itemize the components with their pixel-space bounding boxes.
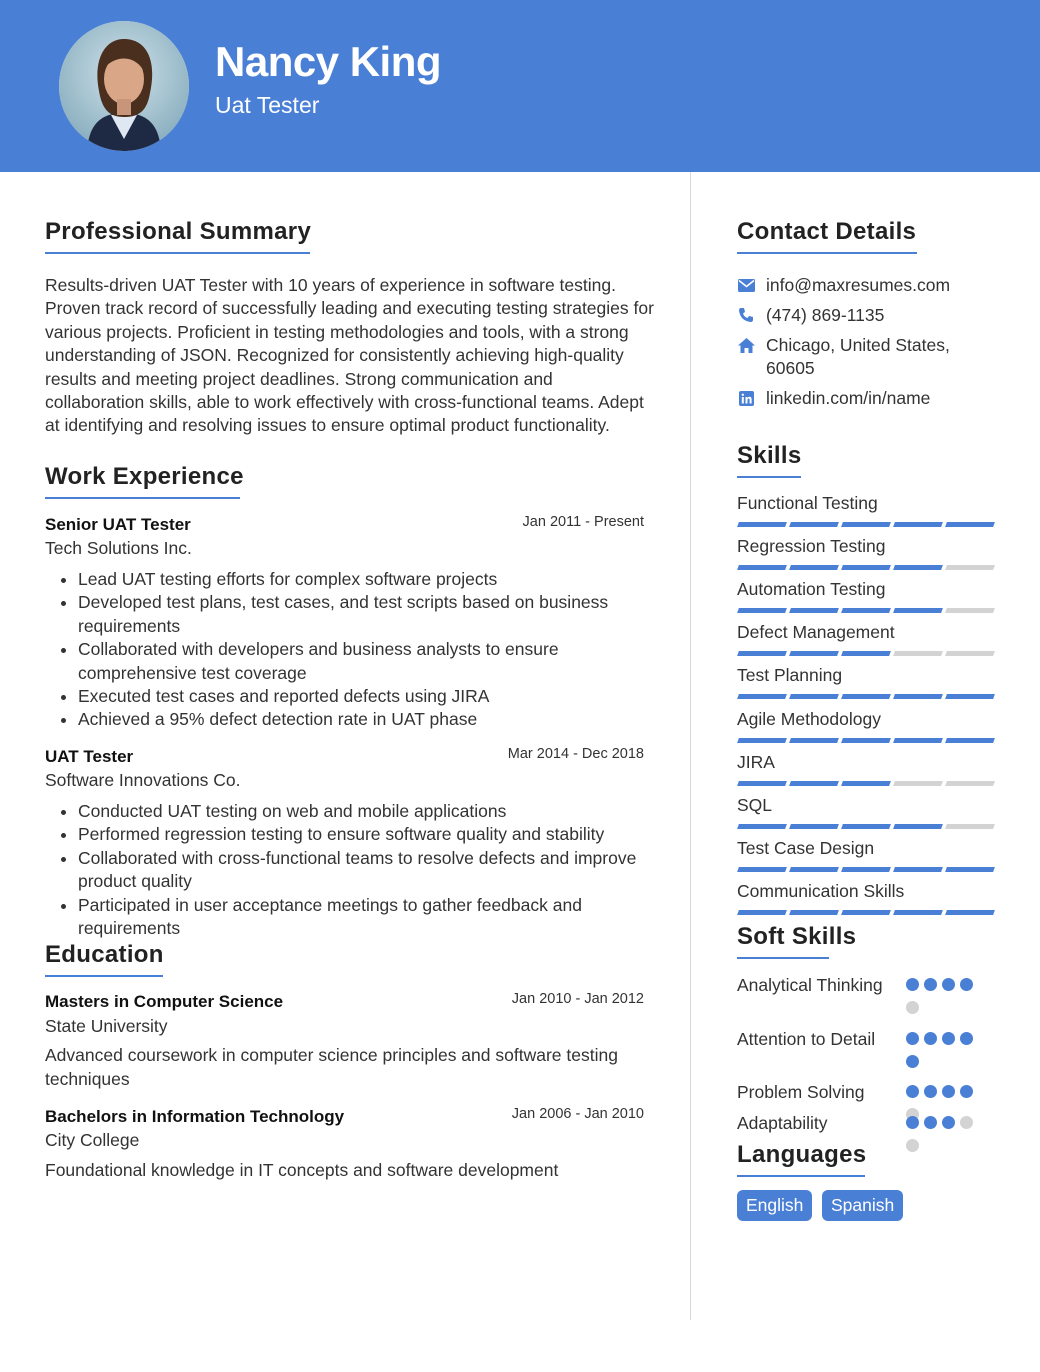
job-title: UAT Tester <box>45 747 134 766</box>
candidate-name: Nancy King <box>215 38 442 85</box>
rating-dot-empty <box>906 1001 919 1014</box>
rating-dot-filled <box>942 1085 955 1098</box>
skill-segment-filled <box>841 824 891 829</box>
skill-segment-filled <box>893 824 943 829</box>
education-school: City College <box>45 1130 140 1150</box>
skill-segment-filled <box>789 781 839 786</box>
job-bullet: • Participated in user acceptance meetings to gather feedback and requirements <box>78 894 668 941</box>
job-bullet: • Lead UAT testing efforts for complex software projects <box>78 568 668 591</box>
skill-name: Defect Management <box>737 622 895 642</box>
skill-segment-filled <box>789 824 839 829</box>
skill-segment-empty <box>893 651 943 656</box>
home-icon <box>737 336 755 354</box>
rating-dot-filled <box>924 978 937 991</box>
job-company: Tech Solutions Inc. <box>45 538 192 558</box>
skill-segment-filled <box>737 565 787 570</box>
skill-segment-filled <box>737 608 787 613</box>
column-divider <box>690 172 691 1320</box>
languages-underline <box>737 1175 865 1177</box>
rating-dot-empty <box>960 1116 973 1129</box>
education-description: Foundational knowledge in IT concepts and software development <box>45 1160 559 1180</box>
skill-name: Test Case Design <box>737 838 875 858</box>
skill-level-bar <box>738 608 998 613</box>
skill-segment-empty <box>893 781 943 786</box>
rating-dot-filled <box>924 1032 937 1045</box>
skill-segment-filled <box>737 910 787 915</box>
skill-segment-empty <box>945 565 995 570</box>
education-description: Advanced coursework in computer science principles and software testing techniques <box>45 1045 618 1089</box>
education-heading: Education <box>45 941 164 968</box>
skill-name: Test Planning <box>737 665 843 685</box>
education-degree: Bachelors in Information Technology <box>45 1107 345 1126</box>
job-bullet: • Achieved a 95% defect detection rate in UAT phase <box>78 708 668 731</box>
skill-level-bar <box>738 694 998 699</box>
contact-linkedin[interactable] <box>737 387 930 410</box>
skill-segment-filled <box>789 522 839 527</box>
job-title: Senior UAT Tester <box>45 515 191 534</box>
job-bullet: • Collaborated with developers and business analysts to ensure comprehensive test coverage <box>78 638 668 685</box>
skill-level-bar <box>738 522 998 527</box>
education-school: State University <box>45 1016 168 1036</box>
contact-email-text: info@maxresumes.com <box>766 275 951 295</box>
profile-photo <box>59 21 189 151</box>
soft-skill-name: Problem Solving <box>737 1082 865 1102</box>
rating-dot-filled <box>960 1032 973 1045</box>
skill-segment-filled <box>789 608 839 613</box>
rating-dot-empty <box>906 1139 919 1152</box>
skill-segment-filled <box>893 694 943 699</box>
skill-segment-filled <box>945 738 995 743</box>
skill-segment-filled <box>841 651 891 656</box>
job-bullet: • Developed test plans, test cases, and test scripts based on business requirements <box>78 591 668 638</box>
skill-segment-filled <box>789 867 839 872</box>
education-date: Jan 2006 - Jan 2010 <box>511 1106 644 1122</box>
skill-name: Automation Testing <box>737 579 886 599</box>
skill-segment-filled <box>945 867 995 872</box>
job-bullets <box>58 800 668 940</box>
skill-segment-filled <box>789 694 839 699</box>
envelope-icon <box>737 276 755 294</box>
candidate-role: Uat Tester <box>215 92 320 118</box>
job-company: Software Innovations Co. <box>45 770 241 790</box>
summary-underline <box>45 252 310 254</box>
linkedin-icon <box>737 389 755 407</box>
soft-skills-underline <box>737 957 829 959</box>
experience-heading: Work Experience <box>45 463 244 490</box>
skill-segment-filled <box>893 608 943 613</box>
skill-name: Regression Testing <box>737 536 886 556</box>
skill-level-bar <box>738 651 998 656</box>
skill-level-bar <box>738 565 998 570</box>
skill-level-bar <box>738 867 998 872</box>
skill-level-bar <box>738 738 998 743</box>
rating-dot-filled <box>942 978 955 991</box>
skill-segment-filled <box>893 565 943 570</box>
rating-dot-filled <box>906 1116 919 1129</box>
rating-dot-filled <box>960 978 973 991</box>
contact-email[interactable] <box>737 274 950 297</box>
job-bullet: • Executed test cases and reported defects using JIRA <box>78 685 668 708</box>
skill-segment-filled <box>737 694 787 699</box>
skill-segment-filled <box>945 522 995 527</box>
skills-heading: Skills <box>737 442 802 469</box>
skill-segment-empty <box>945 651 995 656</box>
skill-segment-filled <box>841 910 891 915</box>
skill-segment-empty <box>945 608 995 613</box>
rating-dot-filled <box>906 1032 919 1045</box>
contact-phone-text: (474) 869-1135 <box>766 305 885 325</box>
skill-segment-filled <box>945 910 995 915</box>
rating-dot-filled <box>942 1116 955 1129</box>
skill-segment-empty <box>945 781 995 786</box>
soft-skills-heading: Soft Skills <box>737 923 857 950</box>
job-date: Jan 2011 - Present <box>522 514 644 530</box>
skill-segment-filled <box>789 738 839 743</box>
skill-segment-filled <box>789 651 839 656</box>
soft-skill-rating <box>906 978 986 1024</box>
skill-segment-filled <box>737 651 787 656</box>
job-date: Mar 2014 - Dec 2018 <box>507 746 644 762</box>
soft-skill-name: Attention to Detail <box>737 1029 876 1049</box>
education-degree: Masters in Computer Science <box>45 992 284 1011</box>
skill-name: Communication Skills <box>737 881 905 901</box>
education-date: Jan 2010 - Jan 2012 <box>511 991 644 1007</box>
skill-name: SQL <box>737 795 773 815</box>
skill-name: Functional Testing <box>737 493 878 513</box>
contact-location <box>737 334 966 380</box>
skill-segment-filled <box>841 608 891 613</box>
skill-segment-filled <box>841 867 891 872</box>
skill-name: JIRA <box>737 752 775 772</box>
skill-name: Agile Methodology <box>737 709 881 729</box>
skill-segment-filled <box>737 781 787 786</box>
skill-segment-filled <box>841 781 891 786</box>
skill-level-bar <box>738 781 998 786</box>
contact-linkedin-text: linkedin.com/in/name <box>766 388 931 408</box>
soft-skill-name: Analytical Thinking <box>737 975 883 995</box>
skill-segment-filled <box>789 565 839 570</box>
language-badge: Spanish <box>822 1190 903 1221</box>
experience-underline <box>45 497 240 499</box>
skills-underline <box>737 476 801 478</box>
contact-phone[interactable] <box>737 304 884 327</box>
resume-header <box>0 0 1040 172</box>
languages-heading: Languages <box>737 1141 867 1168</box>
summary-heading: Professional Summary <box>45 218 312 245</box>
phone-icon <box>737 306 755 324</box>
summary-text: Results-driven UAT Tester with 10 years of experience in software testing. Proven track record of successfully leading and executing testing strategies for various projects. Proficient in testing methodologies and tools, with a strong understanding of JSON. Recognized for consistently achieving high-quality results and meeting project deadlines. Strong communication and collaboration skills, able to work effectively with cross-functional teams. Adept at identifying and resolving issues to ensure optimal product functionality. <box>45 275 654 436</box>
skill-level-bar <box>738 910 998 915</box>
skill-segment-filled <box>841 522 891 527</box>
rating-dot-filled <box>906 1055 919 1068</box>
job-bullet: • Performed regression testing to ensure software quality and stability <box>78 823 668 846</box>
skill-segment-filled <box>893 910 943 915</box>
soft-skill-rating <box>906 1116 986 1162</box>
skill-level-bar <box>738 824 998 829</box>
job-bullet: • Collaborated with cross-functional teams to resolve defects and improve product quality <box>78 847 668 894</box>
skill-segment-filled <box>945 694 995 699</box>
skill-segment-filled <box>893 867 943 872</box>
skill-segment-filled <box>841 694 891 699</box>
rating-dot-filled <box>906 1085 919 1098</box>
soft-skill-rating <box>906 1032 986 1078</box>
contact-underline <box>737 252 917 254</box>
language-badge: English <box>737 1190 812 1221</box>
skill-segment-empty <box>945 824 995 829</box>
rating-dot-filled <box>924 1085 937 1098</box>
job-bullet: • Conducted UAT testing on web and mobile applications <box>78 800 668 823</box>
job-bullets <box>58 568 668 732</box>
rating-dot-filled <box>942 1032 955 1045</box>
skill-segment-filled <box>737 867 787 872</box>
skill-segment-filled <box>737 738 787 743</box>
skill-segment-filled <box>737 824 787 829</box>
skill-segment-filled <box>893 738 943 743</box>
education-underline <box>45 975 163 977</box>
rating-dot-filled <box>906 978 919 991</box>
contact-heading: Contact Details <box>737 218 917 245</box>
skill-segment-filled <box>841 738 891 743</box>
skill-segment-filled <box>893 522 943 527</box>
skill-segment-filled <box>841 565 891 570</box>
rating-dot-filled <box>924 1116 937 1129</box>
skill-segment-filled <box>789 910 839 915</box>
skill-segment-filled <box>737 522 787 527</box>
rating-dot-filled <box>960 1085 973 1098</box>
contact-location-text: Chicago, United States, 60605 <box>766 335 950 378</box>
soft-skill-name: Adaptability <box>737 1113 828 1133</box>
